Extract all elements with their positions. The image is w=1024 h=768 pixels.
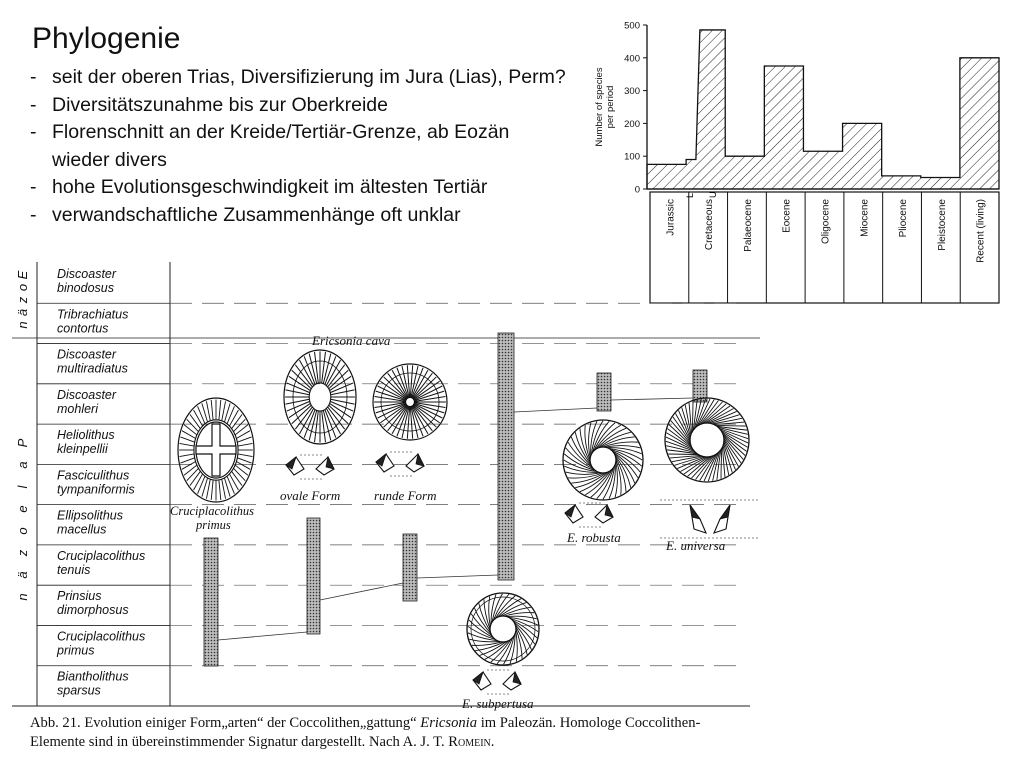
svg-text:l: l xyxy=(15,485,30,489)
species-histogram xyxy=(647,30,999,189)
caption-author: Romein xyxy=(448,734,491,750)
category-table xyxy=(647,189,999,303)
bullet-item: - verwandschaftliche Zusammenhänge oft unklar xyxy=(30,202,570,230)
y-axis-label: Number of speciesper period xyxy=(594,67,616,147)
zone-label: Discoaster multiradiatus xyxy=(57,347,128,376)
y-tick-label: 0 xyxy=(634,184,640,196)
category-label: Oligocene xyxy=(820,199,832,245)
zone-label: Prinsius dimorphosus xyxy=(57,589,129,618)
universa-drawing xyxy=(665,398,749,482)
element-pairs xyxy=(286,452,760,694)
bullet-item: - seit der oberen Trias, Diversifizierung im Jura (Lias), Perm? xyxy=(30,64,570,92)
zone-label: Ellipsolithus macellus xyxy=(57,508,124,537)
label-e-robusta: E. robusta xyxy=(567,530,621,545)
zone-label: Tribrachiatus contortus xyxy=(57,307,129,336)
svg-text:e: e xyxy=(15,505,30,513)
svg-text:z: z xyxy=(15,296,30,304)
zone-label: Fasciculithus tympaniformis xyxy=(57,468,135,497)
range-bar-cava xyxy=(498,333,514,580)
category-label: Miocene xyxy=(859,199,871,237)
caption-end: . xyxy=(490,734,495,750)
bullet-item: - Diversitätszunahme bis zur Oberkreide xyxy=(30,92,570,120)
label-e-subpertusa: E. subpertusa xyxy=(462,696,534,711)
bullet-item: - hohe Evolutionsgeschwindigkeit im ältesten Tertiär xyxy=(30,174,570,202)
zone-label: Cruciplacolithus tenuis xyxy=(57,548,146,577)
cretaceous-lower-label: L xyxy=(685,192,695,198)
svg-text:o: o xyxy=(15,283,30,292)
category-label: Cretaceous xyxy=(704,199,716,251)
category-label: Eocene xyxy=(781,199,793,233)
subpertusa-drawing xyxy=(467,593,539,665)
runde-form-drawing xyxy=(373,364,447,440)
svg-text:o: o xyxy=(15,527,30,535)
range-bar-ovale xyxy=(307,518,320,634)
svg-text:n: n xyxy=(15,321,30,329)
range-bar-runde xyxy=(403,534,417,601)
zone-label: Discoaster mohleri xyxy=(57,387,117,416)
label-e-universa: E. universa xyxy=(666,538,726,553)
chart-bars xyxy=(647,30,999,189)
figure-caption xyxy=(30,714,750,752)
epoch-label-eozan xyxy=(15,270,30,328)
species-chart xyxy=(594,21,999,304)
epoch-label-paleozan xyxy=(15,438,30,600)
cruciplacolithus-drawing xyxy=(178,398,254,502)
caption-text-1: Abb. 21. Evolution einiger Form„arten“ der Coccolithen„gattung“ xyxy=(30,715,421,731)
zone-label: Discoaster binodosus xyxy=(57,267,117,295)
label-ericsonia-cava: Ericsonia cava xyxy=(312,333,391,348)
svg-text:z: z xyxy=(15,549,30,557)
caption-text-2: im Paleozän. Homologe Coccolithen-Elemente sind in übereinstimmender Signatur dargestellt. Nach A. J. T. xyxy=(30,715,701,750)
range-bar-universa xyxy=(693,370,707,402)
stratigraphy-column xyxy=(12,262,760,706)
label-cruciplacolithus-primus: Cruciplacolithus primus xyxy=(170,504,255,532)
category-label: Jurassic xyxy=(665,199,677,236)
y-tick-label: 400 xyxy=(624,53,640,65)
svg-text:a: a xyxy=(15,461,30,469)
range-bar-robusta xyxy=(597,373,611,411)
label-ovale-form: ovale Form xyxy=(280,488,341,503)
label-runde-form: runde Form xyxy=(374,488,437,503)
y-tick-label: 200 xyxy=(624,118,640,130)
category-label: Pleistocene xyxy=(936,199,948,251)
range-bar-crucip xyxy=(204,538,218,666)
svg-text:P: P xyxy=(15,438,30,448)
page-title: Phylogenie xyxy=(32,22,181,55)
y-tick-label: 300 xyxy=(624,86,640,98)
zone-label: Heliolithus kleinpellii xyxy=(57,428,115,457)
svg-text:n: n xyxy=(15,593,30,601)
cretaceous-upper-label: U xyxy=(708,191,718,198)
caption-genus: Ericsonia xyxy=(420,715,478,731)
category-label: Palaeocene xyxy=(742,199,754,252)
y-tick-label: 100 xyxy=(624,151,640,163)
coccolith-drawings xyxy=(178,350,760,694)
zone-label: Cruciplacolithus primus xyxy=(57,629,146,658)
svg-text:ä: ä xyxy=(15,308,30,317)
bullet-item: - Florenschnitt an der Kreide/Tertiär-Grenze, ab Eozän wieder divers xyxy=(30,119,570,174)
svg-text:E: E xyxy=(15,270,30,280)
svg-text:ä: ä xyxy=(15,571,30,579)
zone-label: Biantholithus sparsus xyxy=(57,669,129,698)
category-label: Recent (living) xyxy=(975,199,987,263)
category-label: Pliocene xyxy=(898,199,910,238)
robusta-drawing xyxy=(563,420,643,500)
y-tick-label: 500 xyxy=(624,20,640,32)
ovale-form-drawing xyxy=(284,350,356,444)
y-axis xyxy=(624,21,647,196)
